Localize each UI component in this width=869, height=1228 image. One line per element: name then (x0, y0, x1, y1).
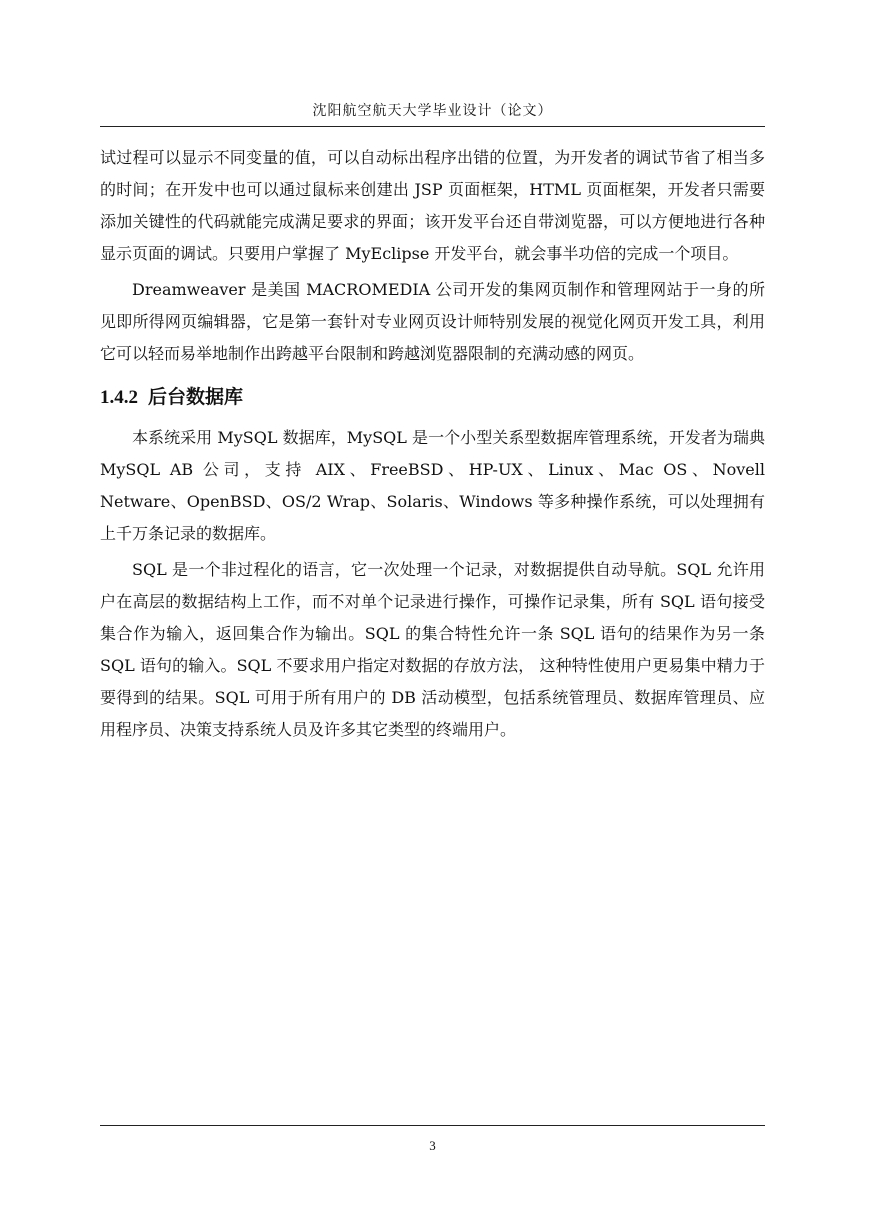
page-header (100, 100, 765, 127)
paragraph-sql: SQL 是一个非过程化的语言，它一次处理一个记录，对数据提供自动导航。SQL 允许用户在高层的数据结构上工作，而不对单个记录进行操作，可操作记录集，所有 SQL 语句接受集合作为输入，返回集合作为输出。SQL 的集合特性允许一条 SQL 语句的结果作为另一条 SQL 语句的输入。SQL 不要求用户指定对数据的存放方法， 这种特性使用户更易集中精力于要得到的结果。SQL 可用于所有用户的 DB 活动模型，包括系统管理员、数据库管理员、应用程序员、决策支持系统人员及许多其它类型的终端用户。 (100, 560, 765, 739)
paragraph-continued: 试过程可以显示不同变量的值，可以自动标出程序出错的位置，为开发者的调试节省了相当多的时间；在开发中也可以通过鼠标来创建出 JSP 页面框架，HTML 页面框架，开发者只需要添加关键性的代码就能完成满足要求的界面；该开发平台还自带浏览器，可以方便地进行各种显示页面的调试。只要用户掌握了 MyEclipse 开发平台，就会事半功倍的完成一个项目。 (100, 148, 765, 263)
document-body (100, 142, 765, 746)
page-number: 3 (429, 1138, 436, 1153)
section-title: 后台数据库 (148, 387, 244, 408)
page-footer (100, 1125, 765, 1154)
paragraph-dreamweaver: Dreamweaver 是美国 MACROMEDIA 公司开发的集网页制作和管理网站于一身的所见即所得网页编辑器，它是第一套针对专业网页设计师特别发展的视觉化网页开发工具，利用它可以轻而易举地制作出跨越平台限制和跨越浏览器限制的充满动感的网页。 (100, 280, 765, 363)
section-heading (100, 380, 765, 416)
paragraph-mysql: 本系统采用 MySQL 数据库，MySQL 是一个小型关系型数据库管理系统，开发者为瑞典 MySQL AB 公司，支持 AIX、FreeBSD、HP-UX、Linux、Mac OS、Novell Netware、OpenBSD、OS/2 Wrap、Solaris、Windows 等多种操作系统，可以处理拥有上千万条记录的数据库。 (100, 428, 765, 543)
header-title: 沈阳航空航天大学毕业设计（论文） (312, 103, 553, 119)
section-number: 1.4.2 (100, 387, 138, 408)
